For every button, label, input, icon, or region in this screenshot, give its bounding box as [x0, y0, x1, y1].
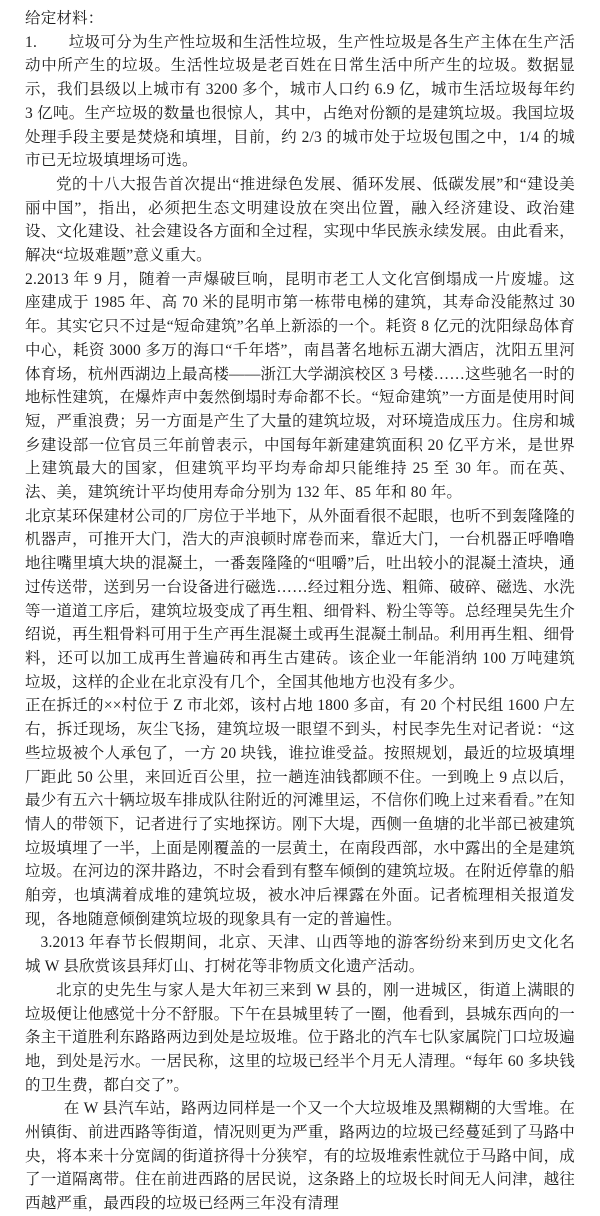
paragraph-material-2-recycling: 北京某环保建材公司的厂房位于半地下，从外面看很不起眼，也听不到轰隆隆的机器声，可推开大门，浩大的声浪顿时席卷而来，靠近大门，一台机器正呼噜噜地往嘴里填大块的混凝土，一番轰隆隆的“咀嚼”后，吐出较小的混凝土渣块，通过传送带，送到另一台设备进行磁选……经过粗分选、粗筛、破碎、磁选、水洗等一道道工序后，建筑垃圾变成了再生粗、细骨料、粉尘等等。总经理吴先生介绍说，再生粗骨料可用于生产再生混凝土或再生混凝土制品。利用再生粗、细骨料，还可以加工成再生普遍砖和再生古建砖。该企业一年能消纳 100 万吨建筑垃圾，这样的企业在北京没有几个，全国其他地方也没有多少。 [25, 507, 575, 691]
paragraph-material-1-party-report: 党的十八大报告首次提出“推进绿色发展、循环发展、低碳发展”和“建设美丽中国”，指出，必须把生态文明建设放在突出位置，融入经济建设、政治建设、文化建设、社会建设各方面和全过程，实现中华民族永续发展。由此看来，解决“垃圾难题”意义重大。 [25, 175, 575, 265]
paragraph-material-1-intro: 1. 垃圾可分为生产性垃圾和生活性垃圾，生产性垃圾是各生产主体在生产活动中所产生的垃圾。生活性垃圾是老百姓在日常生活中所产生的垃圾。数据显示，我们县级以上城市有 3200 多个，城市人口约 6.9 亿，城市生活垃圾每年约 3 亿吨。生产垃圾的数量也很惊人，其中，占绝对份额的是建筑垃圾。我国垃圾处理手段主要是焚烧和填埋，目前，约 2/3 的城市处于垃圾包围之中，1/4 的城市已无垃圾填埋场可选。 [25, 33, 575, 170]
paragraph-material-2-village: 正在拆迁的××村位于 Z 市北郊，该村占地 1800 多亩，有 20 个村民组 1600 户左右，拆迁现场，灰尘飞扬，建筑垃圾一眼望不到头，村民李先生对记者说：“这些垃圾被个人承包了，一方 20 块钱，谁拉谁受益。按照规划，最近的垃圾填埋厂距此 50 公里，来回近百公里，拉一趟连油钱都顾不住。一到晚上 9 点以后，最少有五六十辆垃圾车排成队往附近的河滩里运，不信你们晚上过来看看。”在知情人的带领下，记者进行了实地探访。刚下大堤，西侧一鱼塘的北半部已被建筑垃圾填埋了一半，上面是刚覆盖的一层黄土，在南段西部，水中露出的全是建筑垃圾。在河边的深井路边，不时会看到有整车倾倒的建筑垃圾。在附近停靠的船舶旁，也填满着成堆的建筑垃圾，被水冲后裸露在外面。记者梳理相关报道发现，各地随意倾倒建筑垃圾的现象具有一定的普遍性。 [25, 697, 575, 928]
paragraph-material-3-intro: 3.2013 年春节长假期间，北京、天津、山西等地的游客纷纷来到历史文化名城 W 县欣赏该县拜灯山、打树花等非物质文化遗产活动。 [25, 934, 575, 976]
paragraph-material-2-short-lived: 2.2013 年 9 月，随着一声爆破巨响，昆明市老工人文化宫倒塌成一片废墟。这座建成于 1985 年、高 70 米的昆明市第一栋带电梯的建筑，其寿命没能熬过 30 年。其实它只不过是“短命建筑”名单上新添的一个。耗资 8 亿元的沈阳绿岛体育中心，耗资 3000 多万的海口“千年塔”，南昌著名地标五湖大酒店，沈阳五里河体育场，杭州西湖边上最高楼——浙江大学湖滨校区 3 号楼……这些驰名一时的地标性建筑，在爆炸声中轰然倒塌时寿命都不长。“短命建筑”一方面是使用时间短，严重浪费；另一方面是产生了大量的建筑垃圾，对环境造成压力。住房和城乡建设部一位官员三年前曾表示，中国每年新建建筑面积 20 亿平方米，是世界上建筑最大的国家，但建筑平均平均寿命却只能维持 25 至 30 年。而在英、法、美，建筑统计平均使用寿命分别为 132 年、85 年和 80 年。 [25, 270, 575, 502]
document-heading: 给定材料： [25, 10, 104, 27]
paragraph-material-3-tourist: 北京的史先生与家人是大年初三来到 W 县的，刚一进城区，街道上满眼的垃圾便让他感觉十分不舒服。下午在县城里转了一圈，他看到，县城东西向的一条主干道胜利东路路两边到处是垃圾堆。位于路北的汽车七队家属院门口垃圾遍地，到处是污水。一居民称，这里的垃圾已经半个月无人清理。“每年 60 多块钱的卫生费，都白交了”。 [25, 981, 575, 1094]
paragraph-material-3-bus-station: 在 W 县汽车站，路两边同样是一个又一个大垃圾堆及黑糊糊的大雪堆。在州镇街、前进西路等街道，情况则更为严重，路两边的垃圾已经蔓延到了马路中央，将本来十分宽阔的街道挤得十分狭窄，有的垃圾堆索性就位于马路中间，成了一道隔离带。住在前进西路的居民说，这条路上的垃圾长时间无人问津，越往西越严重，最西段的垃圾已经两三年没有清理 [25, 1100, 575, 1213]
given-materials-document [25, 7, 575, 1216]
